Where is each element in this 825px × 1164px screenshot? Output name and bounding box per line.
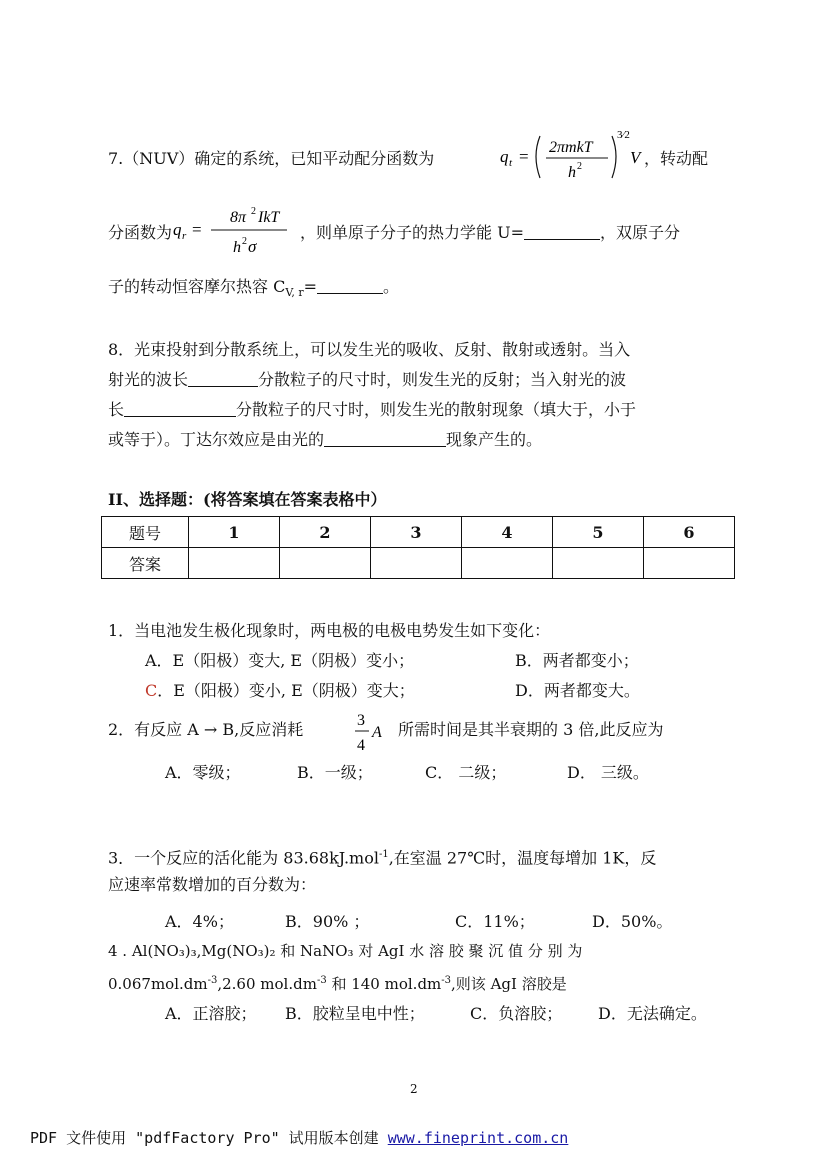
mc4-line2-b: ,2.60 mol.dm <box>217 975 317 993</box>
q7-line1-prefix: 7.（NUV）确定的系统，已知平动配分函数为 <box>108 149 435 168</box>
q8-line2-suffix: 分散粒子的尺寸时，则发生光的反射；当入射光的波 <box>258 370 627 389</box>
answer-table-number: 3 <box>371 517 462 548</box>
answer-table-answer-label: 答案 <box>102 548 189 579</box>
formula-qt-lhs: q <box>500 147 509 166</box>
q7-blank-u[interactable] <box>524 223 600 240</box>
answer-cell[interactable] <box>189 548 280 579</box>
pdf-footer <box>30 1127 568 1148</box>
mc2-frac-var: A <box>372 724 382 741</box>
mc4-line2-d: ,则该 AgI 溶胶是 <box>451 975 567 993</box>
q7-line3-prefix: 子的转动恒容摩尔热容 C <box>108 277 286 296</box>
q8-line4-suffix: 现象产生的。 <box>446 430 543 449</box>
answer-cell[interactable] <box>371 548 462 579</box>
answer-table-header-label: 题号 <box>102 517 189 548</box>
section2-title: II、选择题：(将答案填在答案表格中） <box>108 490 387 509</box>
mc4-line2-sup2: -3 <box>316 975 327 986</box>
mc4-line2-sup3: -3 <box>441 975 452 986</box>
answer-cell[interactable] <box>462 548 553 579</box>
formula-qr-denominator: h <box>233 239 241 256</box>
formula-qr-num-sup: 2 <box>251 206 256 217</box>
svg-text:=: = <box>519 147 529 166</box>
mc4-option-b: B．胶粒呈电中性； <box>285 1004 425 1023</box>
answer-table-header-row <box>102 517 735 548</box>
mc3-option-c: C．11%； <box>455 912 535 931</box>
mc1-option-d: D．两者都变大。 <box>515 681 640 700</box>
mc2-stem-prefix: 2．有反应 A → B,反应消耗 <box>108 720 304 739</box>
q8-blank-3[interactable] <box>324 430 446 447</box>
mc2-option-c: C． 二级； <box>425 763 507 782</box>
svg-text:=: = <box>192 220 202 239</box>
mc3-stem-a: 3．一个反应的活化能为 83.68kJ.mol <box>108 848 379 868</box>
mc1-option-c-text: ．E（阳极）变小, E（阴极）变大； <box>157 681 415 700</box>
formula-qr-lhs-sub: r <box>182 230 187 242</box>
q7-line3 <box>108 276 399 304</box>
mc3-option-d: D．50%。 <box>592 912 673 931</box>
answer-table-number: 4 <box>462 517 553 548</box>
mc3-stem-sup: -1 <box>378 849 389 860</box>
mc3-option-b: B．90% ； <box>285 912 370 931</box>
q7-line1 <box>108 148 434 170</box>
answer-cell[interactable] <box>553 548 644 579</box>
mc4-line2-a: 0.067mol.dm <box>108 975 208 993</box>
mc1-option-c-letter: C <box>145 681 158 700</box>
mc2-option-a: A．零级； <box>165 763 241 782</box>
answer-table <box>101 516 735 579</box>
q8-line2-prefix: 射光的波长 <box>108 370 189 389</box>
q7-line2-rest <box>300 222 680 244</box>
q8-line1 <box>108 339 630 361</box>
mc3-stem-line2: 应速率常数增加的百分数为： <box>108 875 317 894</box>
q7-blank-cv[interactable] <box>317 277 383 294</box>
formula-qt-lhs-sub: t <box>509 157 513 169</box>
q7-line3-suffix: 。 <box>383 277 400 296</box>
formula-qr <box>173 200 293 260</box>
q8-line3 <box>108 399 636 421</box>
formula-qr-lhs: q <box>173 220 182 239</box>
answer-table-number: 6 <box>644 517 735 548</box>
mc2-stem-suffix: 所需时间是其半衰期的 3 倍,此反应为 <box>398 720 664 739</box>
formula-qr-numerator-rest: IkT <box>258 209 280 226</box>
mc4-line2-c: 和 140 mol.dm <box>326 975 442 993</box>
formula-qr-numerator: 8π <box>230 209 247 226</box>
mc2-option-d: D． 三级。 <box>567 763 649 782</box>
mc4-stem-line1: 4 . Al(NO₃)₃,Mg(NO₃)₂ 和 NaNO₃ 对 AgI 水 溶 胶 聚 沉 值 分 别 为 <box>108 942 583 960</box>
mc3-stem-line1 <box>108 844 656 869</box>
formula-qt-numerator: 2πmkT <box>549 139 593 156</box>
q7-line3-sub: V, r <box>285 286 304 300</box>
footer-link[interactable]: www.fineprint.com.cn <box>387 1129 569 1147</box>
mc1-option-b: B．两者都变小； <box>515 651 639 670</box>
mc3-option-a: A．4%； <box>165 912 234 931</box>
q7-line2-suffix: ，双原子分 <box>599 223 680 242</box>
q7-line2-prefix: 分函数为 <box>108 223 173 242</box>
formula-qr-den-rest: σ <box>248 237 257 256</box>
mc4-line2-sup1: -3 <box>207 975 218 986</box>
answer-table-answer-row <box>102 548 735 579</box>
answer-table-number: 2 <box>280 517 371 548</box>
answer-cell[interactable] <box>280 548 371 579</box>
q7-line1-end <box>644 148 708 170</box>
formula-qr-den-sup: 2 <box>242 236 247 247</box>
q7-line2-middle: ，则单原子分子的热力学能 U= <box>300 223 524 242</box>
mc4-stem-line2 <box>108 970 567 995</box>
mc2-fraction <box>354 708 394 756</box>
q8-blank-2[interactable] <box>124 400 236 417</box>
q8-line3-prefix: 长 <box>108 400 125 419</box>
formula-qt-factor: V <box>630 148 641 167</box>
mc1-stem: 1．当电池发生极化现象时，两电极的电极电势发生如下变化： <box>108 621 551 640</box>
mc2-frac-den: 4 <box>357 737 365 754</box>
q8-line3-suffix: 分散粒子的尺寸时，则发生光的散射现象（填大于，小于 <box>236 400 637 419</box>
mc4-option-a: A．正溶胶； <box>165 1004 257 1023</box>
footer-text: PDF 文件使用 "pdfFactory Pro" 试用版本创建 <box>30 1129 388 1147</box>
mc2-frac-num: 3 <box>357 712 365 729</box>
mc3-stem-b: ,在室温 27℃时，温度每增加 1K，反 <box>388 848 657 868</box>
q7-line3-eq: = <box>303 277 318 296</box>
q8-line1-text: 8．光束投射到分散系统上，可以发生光的吸收、反射、散射或透射。当入 <box>108 340 631 359</box>
mc1-option-c <box>145 680 415 702</box>
formula-qt-denominator: h <box>568 164 576 181</box>
q8-blank-1[interactable] <box>188 370 258 387</box>
mc1-option-a: A．E（阳极）变大, E（阴极）变小； <box>145 651 415 670</box>
formula-qt-den-sup: 2 <box>577 161 582 172</box>
answer-table-number: 1 <box>189 517 280 548</box>
page-number: 2 <box>410 1082 418 1096</box>
answer-cell[interactable] <box>644 548 735 579</box>
mc2-option-b: B．一级； <box>297 763 373 782</box>
q7-line2 <box>108 222 172 244</box>
q7-line1-suffix: ，转动配 <box>644 149 709 168</box>
mc4-option-d: D．无法确定。 <box>598 1004 707 1023</box>
formula-qt-exponent: 3⁄2 <box>617 129 630 141</box>
q8-line4-prefix: 或等于）。丁达尔效应是由光的 <box>108 430 325 449</box>
q8-line2 <box>108 369 626 391</box>
answer-table-number: 5 <box>553 517 644 548</box>
q8-line4 <box>108 429 542 451</box>
mc4-option-c: C．负溶胶； <box>470 1004 563 1023</box>
